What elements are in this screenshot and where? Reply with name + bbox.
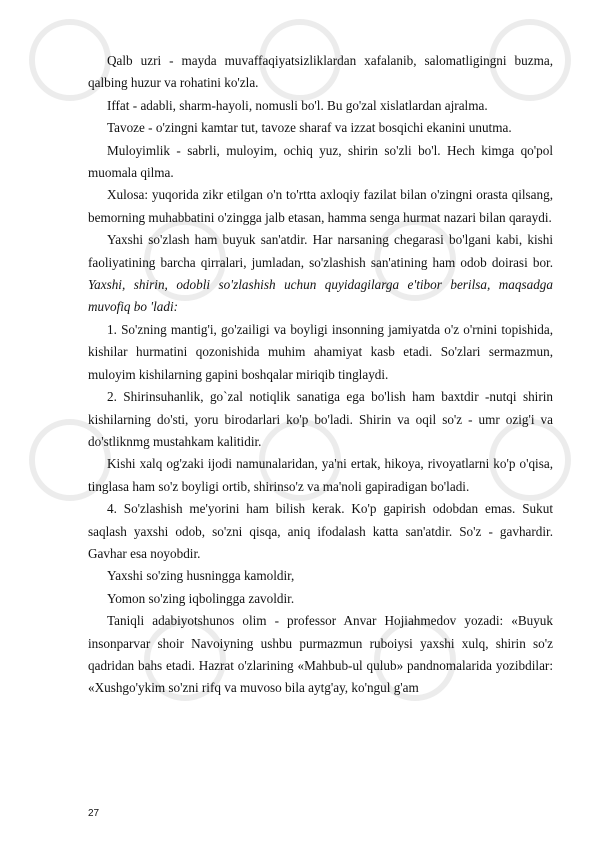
verse-line-2: Yomon so'zing iqbolingga zavoldir.	[107, 590, 295, 606]
paragraph-xalq-ijodi: Kishi xalq og'zaki ijodi namunalaridan, ya'ni ertak, hikoya, rivoyatlarni ko'p o'qisa, tinglasa ham so'z boyligi ortib, shirinso'z va ma'noli gapiradigan bo'ladi.	[88, 456, 553, 494]
page-number: 27	[88, 808, 100, 819]
paragraph-text: Yaxshi so'zlash ham buyuk san'atdir. Har narsaning chegarasi bo'lgani kabi, kishi faoliyatining barcha qirralari, jumladan, so'zlashish san'atining ham odob doirasi bor.	[88, 232, 553, 270]
paragraph-iffat: Iffat - adabli, sharm-hayoli, nomusli bo'l. Bu go'zal xislatlardan ajralma.	[107, 97, 488, 113]
paragraph-point-2: 2. Shirinsuhanlik, go`zal notiqlik sanatiga ega bo'lish ham baxtdir -nutqi shirin kishilarning do'sti, yoru birodarlari ko'p bo'ladi. Shirin va oqil so'z - umr ozig'i va do'stliknmg mustahkam kalitidir.	[88, 389, 553, 449]
italic-note: Yaxshi, shirin, odobli so'zlashish uchun quyidagilarga e'tibor berilsa, maqsadga muvofiq bo 'ladi:	[88, 277, 553, 315]
document-body	[88, 50, 553, 700]
verse-line-1: Yaxshi so'zing husningga kamoldir,	[107, 568, 295, 584]
paragraph-qalb-uzri: Qalb uzri - mayda muvaffaqiyatsizliklardan xafalanib, salomatligingni buzma, qalbing huzur va rohatini ko'zla.	[88, 53, 553, 91]
paragraph-xulosa: Xulosa: yuqorida zikr etilgan o'n to'rtta axloqiy fazilat bilan o'zingni orasta qilsang, bemorning muhabbatini o'zingga jalb etasan, hamma senga hurmat nazari bilan qaraydi.	[88, 187, 553, 225]
paragraph-yaxshi-sozlash	[88, 229, 553, 319]
paragraph-hojiahmedov: Taniqli adabiyotshunos olim - professor Anvar Hojiahmedov yozadi: «Buyuk insonparvar shoir Navoiyning ushbu purmazmun ruboiysi yaxshi xulq, shirin so'z qadridan bahs etadi. Hazrat o'zlarining «Mahbub-ul qulub» pandnomalarida yozibdilar: «Xushgo'ykim so'zni rifq va muvoso bila aytg'ay, ko'ngul g'am	[88, 613, 553, 696]
paragraph-point-1: 1. So'zning mantig'i, go'zailigi va boyligi insonning jamiyatda o'z o'rnini topishida, kishilar hurmatini qozonishida muhim ahamiyat kasb etadi. So'zlari sermazmun, muloyim kishilarning gapini boshqalar miriqib tinglaydi.	[88, 321, 553, 382]
paragraph-point-4: 4. So'zlashish me'yorini ham bilish kerak. Ko'p gapirish odobdan emas. Sukut saqlash yaxshi odob, so'zni qisqa, aniq ifodalash katta san'atdir. So'z - gavhardir. Gavhar esa noyobdir.	[88, 501, 553, 561]
paragraph-muloyimlik: Muloyimlik - sabrli, muloyim, ochiq yuz, shirin so'zli bo'l. Hech kimga qo'pol muomala qilma.	[88, 142, 553, 181]
paragraph-tavoze: Tavoze - o'zingni kamtar tut, tavoze sharaf va izzat bosqichi ekanini unutma.	[107, 120, 512, 136]
